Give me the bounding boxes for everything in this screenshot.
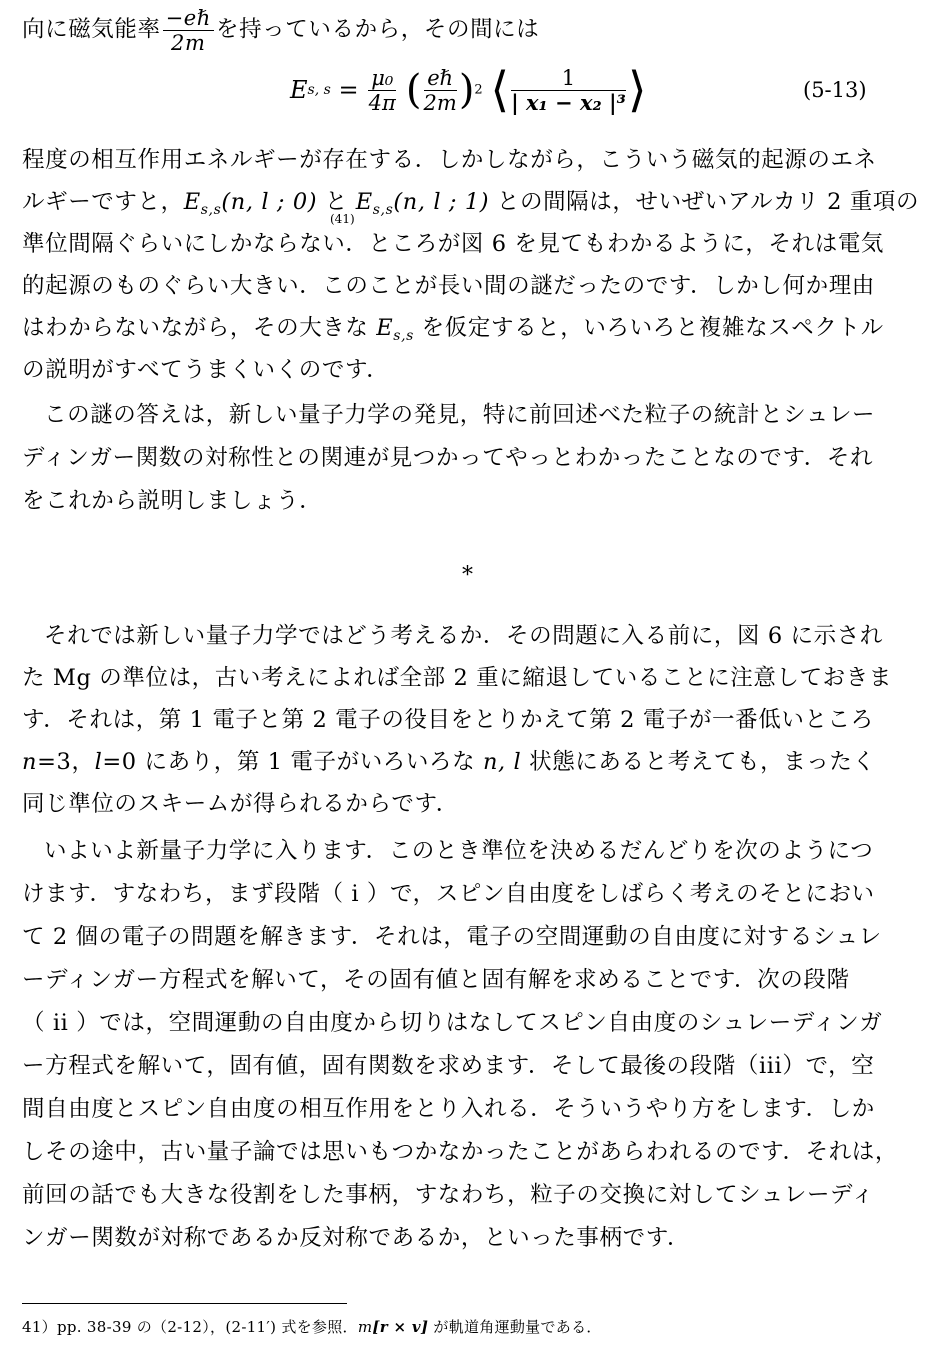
text-span: を持っているから，その間には: [215, 16, 540, 43]
text-span: との間隔は，せいぜいアルカリ 2 重項の: [489, 189, 920, 215]
fraction-numerator: −eℏ: [163, 6, 214, 31]
text-line: それでは新しい量子力学ではどう考えるか．その問題に入る前に，図 6 に示され: [44, 623, 883, 649]
right-angle-bracket: ⟩: [627, 62, 647, 118]
text-line: 前回の話でも大きな役割をした事柄，すなわち，粒子の交換に対してシュレーディ: [22, 1182, 875, 1208]
text-line: [22, 187, 922, 225]
fraction-denominator: 4π: [368, 90, 396, 115]
text-line: [22, 313, 922, 351]
text-line: ディンガー関数の対称性との関連が見つかってやっとわかったことなのです．それ: [22, 445, 874, 471]
text-line: 準位間隔ぐらいにしかならない．ところが図 6 を見てもわかるように，それは電気: [22, 231, 885, 257]
text-span: ルギーですと，: [22, 189, 184, 215]
math-subscript: s,s: [200, 202, 222, 218]
fraction-eh-over-2m: [424, 66, 457, 115]
equation-number: (5-13): [803, 78, 867, 102]
text-line: ー方程式を解いて，固有値，固有関数を求めます．そして最後の段階（iii）で，空: [22, 1053, 875, 1079]
fraction-expectation: [511, 66, 626, 115]
fraction-denominator: 2m: [423, 90, 457, 115]
text-line: ンガー関数が対称であるか反対称であるか，といった事柄です．: [22, 1225, 691, 1251]
text-span: 向に磁気能率: [22, 16, 161, 43]
math-symbol: l: [94, 749, 103, 775]
left-angle-bracket: ⟨: [490, 62, 510, 118]
text-span: 状態にあると考えても，まったく: [521, 749, 876, 775]
text-line: の説明がすべてうまくいくのです．: [22, 357, 390, 383]
text-line: 間自由度とスピン自由度の相互作用をとり入れる．そういうやり方をします．しか: [22, 1096, 875, 1122]
math-symbol: n: [22, 749, 38, 775]
math-expression: [r × v]: [372, 1318, 429, 1336]
fraction-denominator: | x₁ − x₂ |³: [511, 89, 626, 115]
equals-sign: =: [338, 76, 359, 104]
footnote-text: 41）pp. 38-39 の（2-12），(2-11′) 式を参照．: [22, 1318, 358, 1336]
math-symbol: E: [183, 189, 201, 215]
text-line: いよいよ新量子力学に入ります．このとき準位を決めるだんどりを次のようにつ: [44, 838, 874, 864]
text-span: を仮定すると，いろいろと複雑なスペクトル: [413, 315, 884, 341]
fraction-numerator: 1: [511, 66, 626, 91]
fraction-numerator: μ₀: [368, 66, 396, 91]
text-line: [22, 6, 922, 55]
text-line: [22, 747, 922, 777]
text-line: をこれから説明しましょう．: [22, 488, 323, 514]
text-line: 同じ準位のスキームが得られるからです．: [22, 791, 459, 817]
text-line: けます．すなわち，まず段階（ i ）で，スピン自由度をしばらく考えのそとにおい: [22, 881, 875, 907]
math-symbol: n, l: [482, 749, 522, 775]
footnote-reference[interactable]: (41): [330, 212, 355, 226]
left-paren: (: [405, 67, 422, 113]
right-paren: ): [458, 67, 475, 113]
text-line: ーディンガー方程式を解いて，その固有値と固有解を求めることです．次の段階: [22, 967, 850, 993]
text-line: す．それは，第 1 電子と第 2 電子の役目をとりかえて第 2 電子が一番低いところ: [22, 707, 874, 733]
text-span: =0 にあり，第 1 電子がいろいろな: [102, 749, 483, 775]
section-separator: *: [462, 563, 473, 588]
exponent: 2: [474, 82, 483, 98]
footnote: [22, 1316, 602, 1338]
text-line: しその途中，古い量子論では思いもつかなかったことがあらわれるのです．それは，: [22, 1139, 899, 1165]
math-argument: (n, l ; 1): [393, 189, 490, 215]
footnote-text: が軌道角運動量である．: [428, 1318, 602, 1336]
text-line: た Mg の準位は，古い考えによれば全部 2 重に縮退していることに注意しておきま: [22, 665, 892, 691]
display-equation: [290, 62, 647, 124]
math-subscript: s,s: [393, 328, 414, 344]
text-span: はわからないながら，その大きな: [22, 315, 377, 341]
fraction-denominator: 2m: [171, 31, 206, 55]
footnote-rule: [22, 1303, 347, 1304]
math-symbol: E: [376, 315, 394, 341]
math-subscript: s,s: [372, 202, 394, 218]
inline-fraction: [163, 6, 214, 55]
math-argument: (n, l ; 0): [221, 189, 318, 215]
text-line: 程度の相互作用エネルギーが存在する．しかしながら，こういう磁気的起源のエネ: [22, 147, 877, 173]
fraction-mu-over-4pi: [368, 66, 396, 115]
math-symbol: m: [357, 1318, 373, 1336]
text-span: と: [317, 189, 356, 215]
equation-lhs-subscript: s, s: [307, 82, 331, 98]
text-span: =3，: [37, 749, 95, 775]
fraction-numerator: eℏ: [424, 66, 457, 91]
text-line: この謎の答えは，新しい量子力学の発見，特に前回述べた粒子の統計とシュレー: [44, 402, 876, 428]
equation-lhs: E: [290, 76, 308, 104]
math-symbol: E: [355, 189, 373, 215]
text-line: 的起源のものぐらい大きい．このことが長い間の謎だったのです．しかし何か理由: [22, 273, 875, 299]
text-line: （ ii ）では，空間運動の自由度から切りはなしてスピン自由度のシュレーディンガ: [22, 1010, 883, 1036]
text-line: て 2 個の電子の問題を解きます．それは，電子の空間運動の自由度に対するシュレ: [22, 924, 882, 950]
